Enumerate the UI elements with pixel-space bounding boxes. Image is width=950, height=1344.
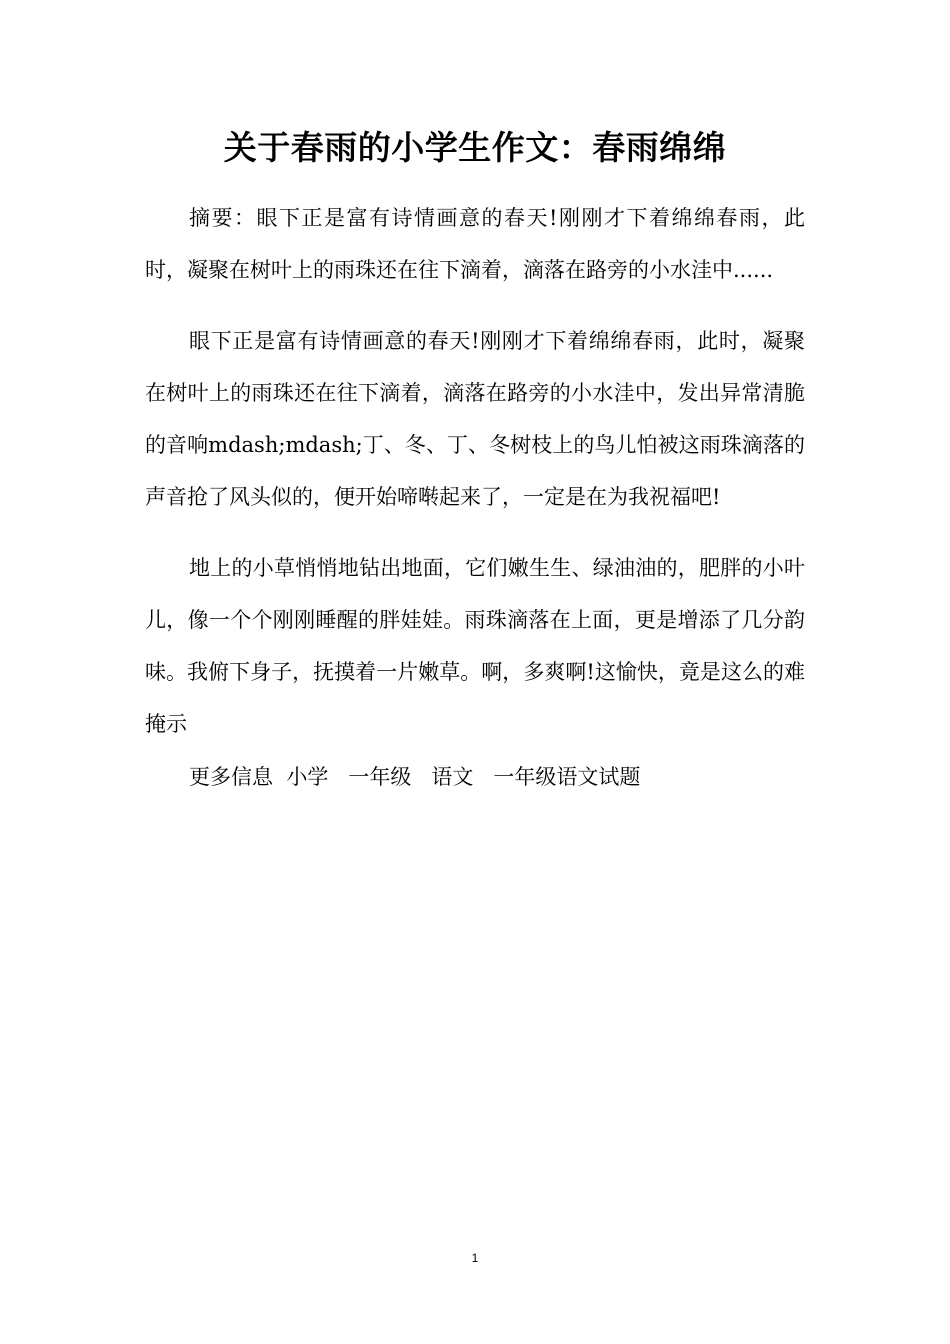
page-number: 1 — [471, 1251, 479, 1265]
body-paragraph-2: 地上的小草悄悄地钻出地面，它们嫩生生、绿油油的，肥胖的小叶儿，像一个个刚刚睡醒的胖娃娃。雨珠滴落在上面，更是增添了几分韵味。我俯下身子，抚摸着一片嫩草。啊，多爽啊!这愉快，竟是这么的难掩示 — [145, 556, 805, 736]
body-paragraph-1: 眼下正是富有诗情画意的春天!刚刚才下着绵绵春雨，此时，凝聚在树叶上的雨珠还在往下滴着，滴落在路旁的小水洼中，发出异常清脆的音响mdash;mdash;丁、冬、丁、冬树枝上的鸟儿怕被这雨珠滴落的声音抢了风头似的，便开始啼啭起来了，一定是在为我祝福吧! — [145, 329, 805, 509]
document-title: 关于春雨的小学生作文：春雨绵绵 — [223, 128, 727, 167]
document-body — [145, 192, 805, 797]
abstract-paragraph: 摘要：眼下正是富有诗情画意的春天!刚刚才下着绵绵春雨，此时，凝聚在树叶上的雨珠还在往下滴着，滴落在路旁的小水洼中...... — [145, 206, 805, 282]
more-info-line: 更多信息 小学 一年级 语文 一年级语文试题 — [189, 765, 641, 789]
